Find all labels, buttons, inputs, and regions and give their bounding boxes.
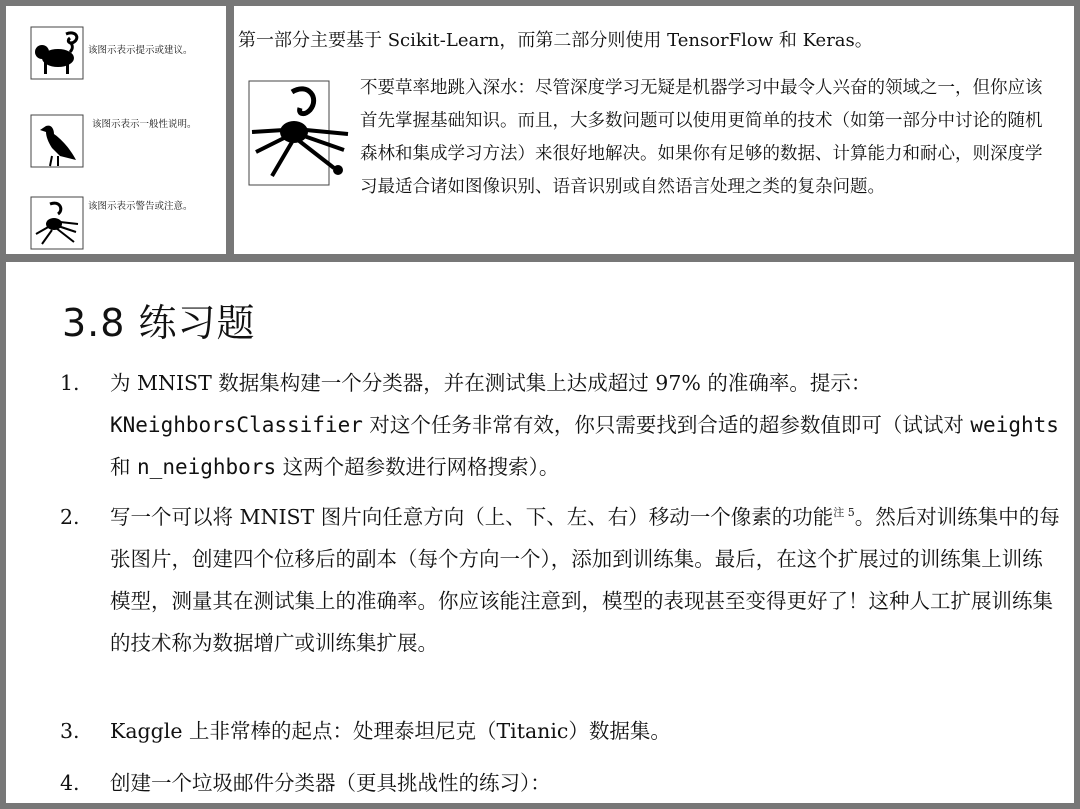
exercise-number: 4. (60, 771, 80, 795)
code-classname: KNeighborsClassifier (110, 413, 363, 437)
exercise-text: Kaggle 上非常棒的起点：处理泰坦尼克（Titanic）数据集。 (110, 719, 671, 743)
legend-tip-text: 该图示表示提示或建议。 (88, 45, 193, 56)
code-param-n-neighbors: n_neighbors (137, 455, 277, 479)
legend-row-tip (6, 22, 226, 92)
exercise-item (60, 496, 1060, 664)
exercise-number: 3. (60, 719, 80, 743)
scorpion-icon (248, 80, 354, 186)
exercise-text-part: 对这个任务非常有效，你只需要找到合适的超参数值即可（试试对 (362, 413, 971, 437)
note-intro-text: 第一部分主要基于 Scikit-Learn，而第二部分则使用 TensorFlow 和 Keras。 (238, 30, 873, 51)
scorpion-icon (30, 196, 84, 250)
exercise-text-part: 和 (110, 455, 138, 479)
icon-legend-panel (6, 6, 226, 254)
section-title: 3.8 练习题 (62, 301, 256, 345)
exercise-number: 2. (60, 505, 80, 529)
exercise-number: 1. (60, 371, 80, 395)
exercise-text-part: 写一个可以将 MNIST 图片向任意方向（上、下、左、右）移动一个像素的功能 (110, 505, 834, 529)
exercise-text (110, 496, 1060, 664)
exercise-item (60, 762, 1060, 803)
legend-general-text: 该图示表示一般性说明。 (92, 119, 197, 130)
lemur-icon (30, 26, 84, 80)
exercise-text-part: 这两个超参数进行网格搜索）。 (276, 455, 560, 479)
footnote-marker: 注 5 (833, 506, 855, 520)
note-panel (234, 6, 1074, 254)
exercise-panel (6, 262, 1074, 803)
legend-row-general (6, 110, 226, 180)
crow-icon (30, 114, 84, 168)
code-param-weights: weights (970, 413, 1059, 437)
legend-row-warning (6, 192, 226, 254)
exercise-text: 创建一个垃圾邮件分类器（更具挑战性的练习）： (110, 771, 551, 795)
exercise-text (110, 362, 1060, 488)
warning-note-body: 不要草率地跳入深水：尽管深度学习无疑是机器学习中最令人兴奋的领域之一，但你应该首先掌握基础知识。而且，大多数问题可以使用更简单的技术（如第一部分中讨论的随机森林和集成学习方法）来很好地解决。如果你有足够的数据、计算能力和耐心，则深度学习最适合诸如图像识别、语音识别或自然语言处理之类的复杂问题。 (360, 78, 1043, 197)
exercise-text-part: 为 MNIST 数据集构建一个分类器，并在测试集上达成超过 97% 的准确率。提示： (110, 371, 872, 395)
legend-warning-text: 该图示表示警告或注意。 (88, 201, 193, 212)
exercise-item (60, 362, 1060, 488)
exercise-item (60, 710, 1060, 752)
exercise-text-part: 。然后对训练集中的每张图片，创建四个位移后的副本（每个方向一个），添加到训练集。最后，在这个扩展过的训练集上训练模型，测量其在测试集上的准确率。你应该能注意到，模型的表现甚至变得更好了！这种人工扩展训练集的技术称为数据增广或训练集扩展。 (110, 505, 1060, 655)
